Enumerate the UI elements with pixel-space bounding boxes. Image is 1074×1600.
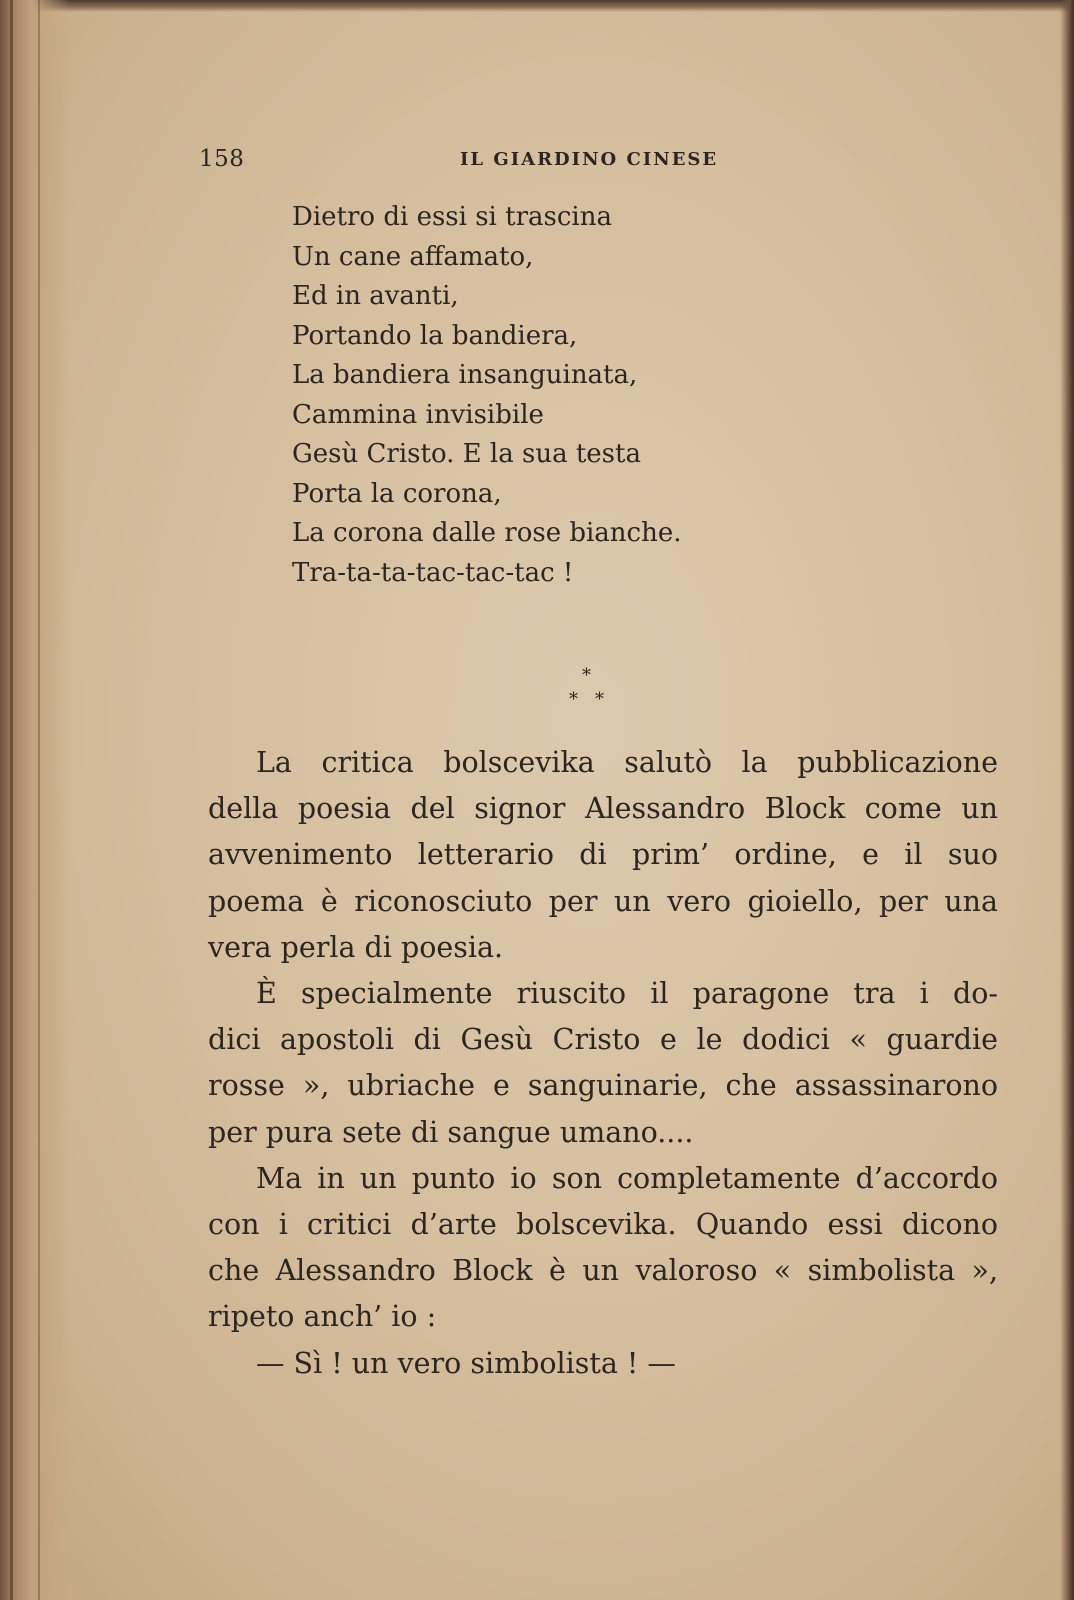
asterisk: *: [569, 689, 578, 710]
prose-line: dici apostoli di Gesù Cristo e le dodici « guardie: [208, 1023, 998, 1057]
prose-line: con i critici d’arte bolscevika. Quando essi dicono: [208, 1208, 998, 1242]
verse-line: Portando la bandiera,: [292, 320, 578, 351]
prose-line: La critica bolscevika salutò la pubblicazione: [256, 746, 998, 779]
verse-line: Dietro di essi si trascina: [292, 202, 612, 232]
prose-line: vera perla di poesia.: [208, 930, 504, 964]
page-right-edge: [1060, 0, 1074, 1600]
prose-line: per pura sete di sangue umano....: [208, 1115, 694, 1149]
verse-line: Gesù Cristo. E la sua testa: [292, 439, 641, 469]
page-top-edge: [0, 0, 1074, 12]
prose-line: È specialmente riuscito il paragone tra i do-: [256, 977, 998, 1011]
verse-line: Ed in avanti,: [292, 281, 459, 311]
verse-line: Cammina invisibile: [292, 399, 544, 430]
prose-line: poema è riconosciuto per un vero gioiello, per una: [208, 884, 998, 918]
prose-line: che Alessandro Block è un valoroso « simbolista »,: [208, 1254, 998, 1288]
verse-line: Porta la corona,: [292, 478, 502, 509]
verse-line: La corona dalle rose bianche.: [292, 518, 682, 548]
prose-line: ripeto anch’ io :: [208, 1300, 437, 1334]
verse-line: Tra-ta-ta-tac-tac-tac !: [292, 557, 574, 588]
prose-line: Ma in un punto io son completamente d’accordo: [256, 1161, 998, 1195]
prose-body: [208, 740, 998, 1387]
running-head: IL GIARDINO CINESE: [460, 149, 719, 170]
poem-verse: [292, 198, 682, 593]
binding-gutter: [0, 0, 70, 1600]
prose-line: della poesia del signor Alessandro Block come un: [208, 792, 998, 826]
prose-line: — Sì ! un vero simbolista ! —: [256, 1346, 676, 1380]
page-number: 158: [199, 146, 245, 172]
prose-line: avvenimento letterario di prim’ ordine, e il suo: [208, 838, 998, 872]
asterisk: *: [595, 689, 604, 710]
prose-line: rosse », ubriache e sanguinarie, che assassinarono: [208, 1069, 998, 1103]
verse-line: Un cane affamato,: [292, 241, 534, 272]
verse-line: La bandiera insanguinata,: [292, 360, 638, 390]
section-divider-asterism: [555, 665, 615, 725]
asterisk: *: [582, 665, 591, 686]
page-header: [0, 146, 1074, 176]
